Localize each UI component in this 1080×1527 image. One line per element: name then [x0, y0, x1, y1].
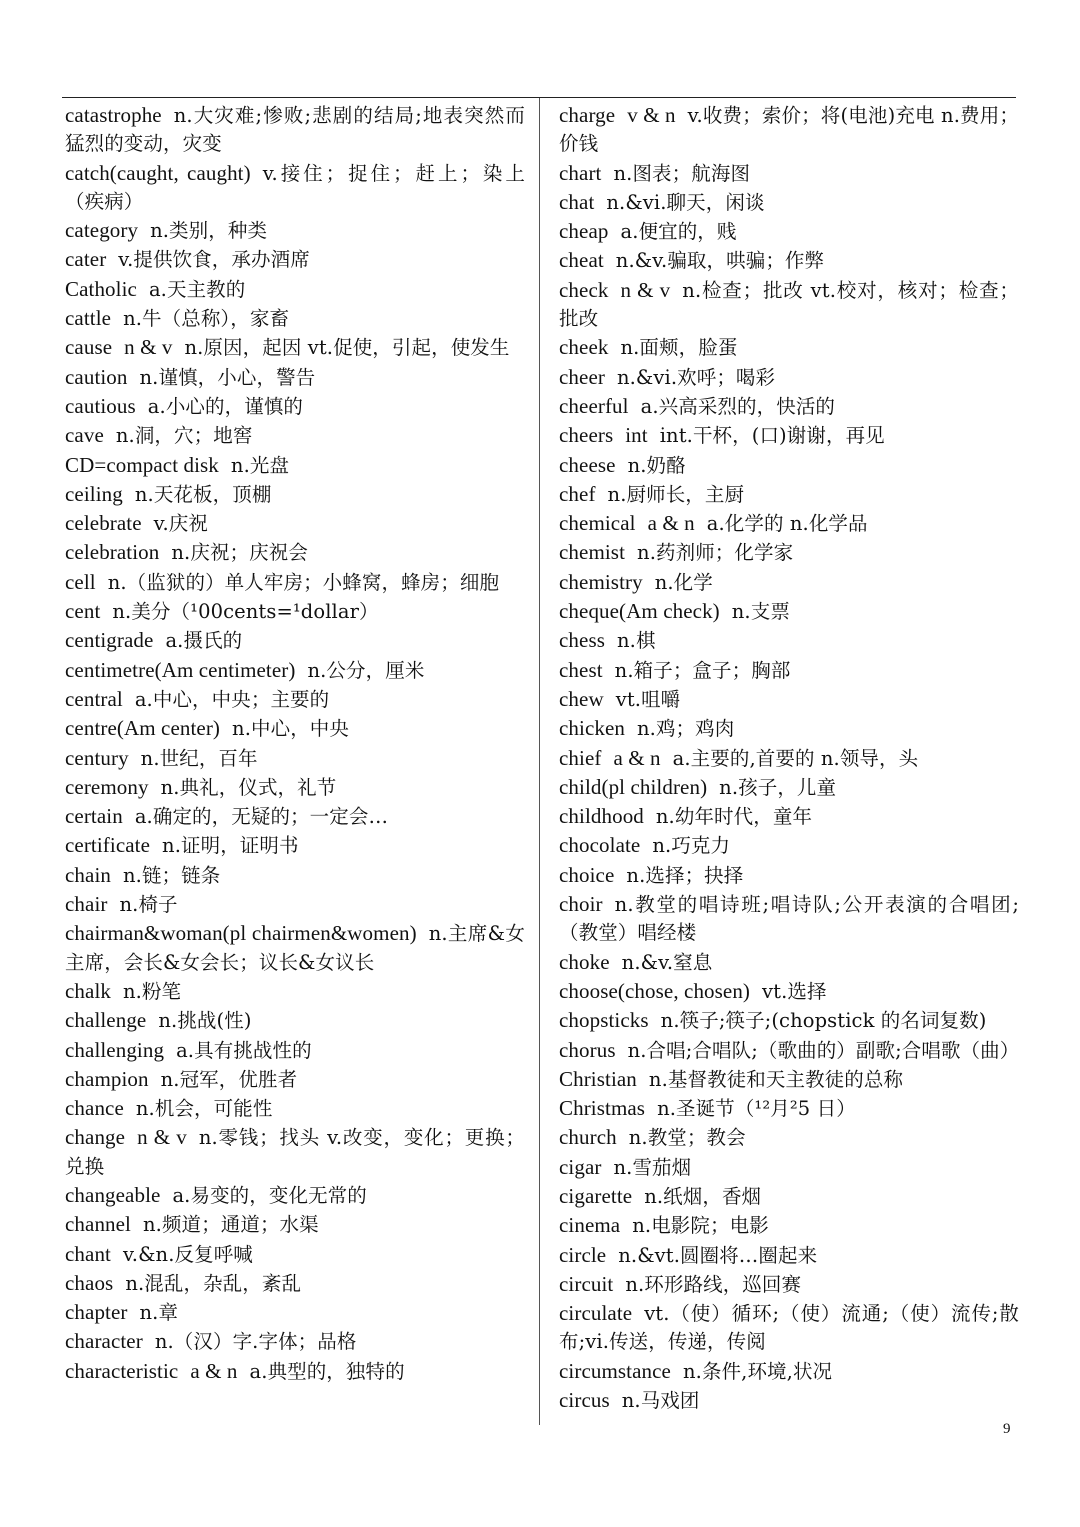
definition: vt.选择	[762, 979, 827, 1003]
dictionary-entry	[559, 977, 1019, 1006]
headword: chance	[65, 1096, 124, 1121]
definition: n.频道；通道；水渠	[143, 1213, 319, 1237]
headword: Christian	[559, 1066, 637, 1091]
definition: n.面颊，脸蛋	[620, 336, 738, 360]
dictionary-entry	[559, 217, 1019, 246]
definition: n.混乱，杂乱，紊乱	[125, 1271, 302, 1295]
headword: choose(chose, chosen)	[559, 978, 751, 1003]
dictionary-entry	[65, 568, 525, 597]
dictionary-entry	[65, 392, 525, 421]
definition: n.合唱;合唱队;（歌曲的）副歌;合唱歌（曲）	[627, 1038, 1020, 1062]
dictionary-entry	[65, 216, 525, 245]
left-column	[65, 101, 525, 1386]
definition: v.提供饮食，承办酒席	[118, 248, 310, 272]
definition: n.美分（¹00cents=¹dollar）	[112, 600, 379, 624]
headword: cater	[65, 247, 107, 272]
part-of-speech: int	[625, 423, 648, 448]
right-column	[559, 101, 1019, 1415]
headword: character	[65, 1329, 143, 1354]
definition: n.奶酪	[627, 453, 686, 477]
headword: check	[559, 277, 609, 302]
dictionary-entry	[559, 890, 1019, 948]
part-of-speech: v & n	[627, 103, 676, 127]
definition: n.鸡；鸡肉	[637, 717, 735, 741]
definition: n.章	[139, 1301, 179, 1325]
dictionary-entry	[65, 333, 525, 362]
headword: cheese	[559, 452, 616, 477]
part-of-speech: a & n	[190, 1358, 238, 1383]
headword: cheap	[559, 219, 609, 244]
headword: characteristic	[65, 1358, 179, 1383]
definition: n.环形路线，巡回赛	[625, 1272, 802, 1296]
definition: n.牛（总称），家畜	[123, 307, 290, 331]
definition: n.粉笔	[122, 979, 182, 1003]
headword: chairman&woman(pl chairmen&women)	[65, 921, 417, 946]
definition: n.机会，可能性	[135, 1097, 273, 1121]
definition: n.（监狱的）单人牢房；小蜂窝，蜂房；细胞	[107, 570, 500, 594]
headword: certificate	[65, 833, 151, 858]
dictionary-entry	[65, 861, 525, 890]
definition: a.兴高采烈的，快活的	[640, 394, 836, 418]
headword: cattle	[65, 306, 112, 331]
definition: n.证明，证明书	[162, 834, 299, 858]
dictionary-entry	[559, 421, 1019, 450]
dictionary-entry	[559, 1153, 1019, 1182]
dictionary-entry	[65, 101, 525, 159]
definition: a.确定的，无疑的；一定会…	[134, 805, 389, 829]
dictionary-entry	[65, 656, 525, 685]
definition: n.光盘	[230, 453, 290, 477]
dictionary-entry	[559, 1241, 1019, 1270]
headword: chew	[559, 686, 604, 711]
dictionary-entry	[65, 421, 525, 450]
dictionary-entry	[65, 919, 525, 977]
headword: changeable	[65, 1182, 161, 1207]
dictionary-entry	[65, 245, 525, 274]
headword: chorus	[559, 1037, 616, 1062]
dictionary-entry	[559, 392, 1019, 421]
definition: v.收费；索价；将(电池)充电 n.费用；价钱	[559, 104, 1019, 156]
headword: chemical	[559, 511, 636, 536]
headword: cigarette	[559, 1183, 633, 1208]
dictionary-entry	[559, 159, 1019, 188]
definition: n.电影院；电影	[632, 1214, 769, 1238]
headword: chopsticks	[559, 1008, 649, 1033]
headword: cheque(Am check)	[559, 599, 720, 624]
definition: n.箱子；盒子；胸部	[614, 658, 791, 682]
dictionary-entry	[65, 1094, 525, 1123]
headword: cheek	[559, 335, 609, 360]
dictionary-entry	[559, 1270, 1019, 1299]
dictionary-entry	[65, 831, 525, 860]
part-of-speech: n & v	[124, 335, 173, 360]
definition: n.巧克力	[652, 834, 731, 858]
dictionary-entry	[559, 1182, 1019, 1211]
definition: a.小心的，谨慎的	[147, 394, 304, 418]
headword: cell	[65, 569, 96, 594]
dictionary-entry	[559, 744, 1019, 773]
headword: CD=compact disk	[65, 452, 219, 477]
dictionary-entry	[65, 363, 525, 392]
headword: chest	[559, 657, 603, 682]
definition: n.纸烟，香烟	[644, 1184, 762, 1208]
definition: n.图表；航海图	[613, 161, 751, 185]
dictionary-entry	[65, 626, 525, 655]
definition: n.谨慎，小心，警告	[139, 365, 316, 389]
definition: n.&v.骗取，哄骗；作弊	[615, 249, 825, 273]
headword: ceremony	[65, 774, 149, 799]
page-number: 9	[1003, 1421, 1011, 1437]
dictionary-entry	[559, 1036, 1019, 1065]
definition: n.典礼，仪式，礼节	[160, 775, 337, 799]
dictionary-entry	[65, 1210, 525, 1239]
dictionary-entry	[65, 802, 525, 831]
dictionary-entry	[559, 1123, 1019, 1152]
headword: cave	[65, 423, 104, 448]
dictionary-entry	[559, 1357, 1019, 1386]
definition: v.接住；捉住；赶上；染上（疾病）	[65, 161, 526, 213]
part-of-speech: a & n	[647, 511, 695, 536]
dictionary-entry	[559, 626, 1019, 655]
dictionary-entry	[559, 538, 1019, 567]
headword: choke	[559, 949, 610, 974]
dictionary-entry	[559, 1094, 1019, 1123]
dictionary-entry	[559, 1299, 1019, 1357]
definition: n.天花板，顶棚	[134, 482, 272, 506]
headword: choice	[559, 862, 615, 887]
definition: n.零钱；找头 v.改变，变化；更换；兑换	[65, 1126, 525, 1178]
dictionary-entry	[559, 363, 1019, 392]
dictionary-entry	[65, 890, 525, 919]
definition: v.庆祝	[153, 512, 208, 536]
headword: chef	[559, 481, 596, 506]
dictionary-entry	[65, 1269, 525, 1298]
headword: circle	[559, 1242, 607, 1267]
definition: n.检查；批改 vt.校对，核对；检查；批改	[559, 278, 1019, 331]
definition: a.主要的,首要的 n.领导，头	[672, 746, 919, 770]
dictionary-entry	[559, 1386, 1019, 1415]
headword: central	[65, 686, 123, 711]
definition: n.&vi.聊天，闲谈	[606, 190, 765, 214]
headword: chaos	[65, 1270, 114, 1295]
definition: a.摄氏的	[165, 629, 243, 653]
dictionary-entry	[65, 685, 525, 714]
dictionary-entry	[559, 802, 1019, 831]
headword: chant	[65, 1241, 111, 1266]
dictionary-entry	[559, 597, 1019, 626]
dictionary-entry	[65, 159, 525, 217]
headword: circulate	[559, 1301, 633, 1326]
headword: chess	[559, 628, 605, 653]
dictionary-entry	[559, 246, 1019, 275]
dictionary-entry	[65, 744, 525, 773]
definition: a.便宜的，贱	[620, 220, 737, 244]
definition: n.庆祝；庆祝会	[171, 541, 308, 565]
dictionary-entry	[65, 1327, 525, 1356]
headword: centre(Am center)	[65, 716, 221, 741]
headword: Christmas	[559, 1096, 646, 1121]
definition: n.筷子;筷子;(chopstick 的名词复数)	[660, 1009, 987, 1033]
dictionary-entry	[65, 714, 525, 743]
dictionary-entry	[65, 977, 525, 1006]
dictionary-entry	[559, 1065, 1019, 1094]
headword: channel	[65, 1212, 131, 1237]
headword: centimetre(Am centimeter)	[65, 657, 296, 682]
definition: n.&vi.欢呼；喝彩	[616, 365, 776, 389]
dictionary-entry	[559, 831, 1019, 860]
dictionary-entry	[65, 1065, 525, 1094]
definition: n.世纪，百年	[140, 746, 258, 770]
definition: n.支票	[731, 600, 790, 624]
headword: cautious	[65, 393, 136, 418]
definition: n.冠军，优胜者	[160, 1067, 298, 1091]
dictionary-entry	[65, 597, 525, 626]
headword: chemist	[559, 540, 626, 565]
headword: cigar	[559, 1154, 602, 1179]
headword: celebrate	[65, 511, 142, 536]
dictionary-entry	[65, 451, 525, 480]
dictionary-entry	[559, 480, 1019, 509]
dictionary-entry	[65, 480, 525, 509]
part-of-speech: n & v	[137, 1125, 187, 1150]
dictionary-entry	[65, 1240, 525, 1269]
definition: n.棋	[617, 629, 656, 653]
headword: cheer	[559, 364, 605, 389]
dictionary-entry	[559, 188, 1019, 217]
definition: n.厨师长，主厨	[607, 482, 745, 506]
dictionary-entry	[65, 1357, 525, 1386]
headword: choir	[559, 892, 603, 917]
dictionary-entry	[65, 275, 525, 304]
dictionary-entry	[65, 1181, 525, 1210]
headword: certain	[65, 804, 123, 829]
definition: n.链；链条	[122, 863, 221, 887]
dictionary-entry	[559, 714, 1019, 743]
part-of-speech: a & n	[613, 745, 661, 770]
dictionary-entry	[559, 451, 1019, 480]
headword: change	[65, 1125, 126, 1150]
column-divider	[539, 98, 540, 1425]
definition: int.干杯，(口)谢谢，再见	[659, 424, 885, 448]
headword: chart	[559, 160, 602, 185]
definition: n.中心，中央	[232, 717, 349, 741]
definition: n.&vt.圆圈将…圈起来	[618, 1243, 818, 1267]
headword: circuit	[559, 1271, 614, 1296]
definition: n.药剂师；化学家	[637, 541, 794, 565]
dictionary-entry	[559, 509, 1019, 538]
dictionary-entry	[65, 773, 525, 802]
part-of-speech: n & v	[620, 277, 671, 302]
headword: chief	[559, 745, 602, 770]
dictionary-entry	[65, 538, 525, 567]
headword: cent	[65, 599, 101, 624]
definition: n.基督教徒和天主教徒的总称	[648, 1067, 904, 1091]
dictionary-entry	[559, 656, 1019, 685]
headword: centigrade	[65, 628, 154, 653]
definition: n.大灾难;惨败;悲剧的结局;地表突然而猛烈的变动，灾变	[65, 104, 525, 156]
headword: circus	[559, 1388, 610, 1413]
definition: n.原因，起因 vt.促使，引起，使发生	[184, 336, 510, 360]
headword: challenging	[65, 1037, 165, 1062]
dictionary-entry	[559, 101, 1019, 159]
dictionary-entry	[559, 276, 1019, 334]
dictionary-entry	[559, 948, 1019, 977]
definition: n.幼年时代，童年	[655, 805, 813, 829]
headword: circumstance	[559, 1358, 671, 1383]
headword: catastrophe	[65, 103, 162, 127]
definition: a.典型的，独特的	[249, 1359, 405, 1383]
headword: challenge	[65, 1008, 147, 1033]
definition: n.&v.窒息	[621, 950, 713, 974]
dictionary-entry	[65, 304, 525, 333]
definition: n.挑战(性)	[158, 1009, 252, 1033]
headword: chocolate	[559, 833, 641, 858]
dictionary-entry	[65, 1298, 525, 1327]
definition: n.教堂的唱诗班;唱诗队;公开表演的合唱团;（教堂）唱经楼	[559, 893, 1019, 945]
headword: cheat	[559, 248, 604, 273]
headword: church	[559, 1125, 617, 1150]
definition: n.条件,环境,状况	[682, 1359, 833, 1383]
headword: cause	[65, 335, 113, 360]
definition: a.具有挑战性的	[176, 1038, 312, 1062]
headword: chemistry	[559, 569, 643, 594]
dictionary-entry	[559, 568, 1019, 597]
dictionary-entry	[559, 685, 1019, 714]
definition: n.马戏团	[621, 1389, 700, 1413]
headword: ceiling	[65, 481, 123, 506]
dictionary-entry	[559, 1211, 1019, 1240]
definition: n.选择；抉择	[626, 863, 744, 887]
headword: category	[65, 218, 139, 243]
definition: a.天主教的	[148, 277, 246, 301]
headword: Catholic	[65, 276, 137, 301]
headword: chain	[65, 862, 111, 887]
definition: a.易变的，变化无常的	[172, 1183, 367, 1207]
definition: n.教堂；教会	[628, 1126, 746, 1150]
definition: n.雪茄烟	[613, 1155, 692, 1179]
headword: century	[65, 745, 129, 770]
definition: n.圣诞节（¹²月²5 日）	[657, 1097, 856, 1121]
definition: n.公分，厘米	[307, 658, 425, 682]
headword: catch(caught, caught)	[65, 160, 251, 185]
definition: n.化学	[654, 570, 713, 594]
dictionary-entry	[559, 773, 1019, 802]
definition: n.主席&女主席，会长&女会长；议长&女议长	[65, 922, 525, 974]
definition: v.&n.反复呼喊	[122, 1242, 253, 1266]
dictionary-entry	[559, 1006, 1019, 1035]
definition: a.化学的 n.化学品	[706, 512, 868, 536]
dictionary-entry	[65, 509, 525, 538]
headword: cinema	[559, 1213, 621, 1238]
headword: chat	[559, 189, 595, 214]
dictionary-entry	[559, 861, 1019, 890]
definition: a.中心，中央；主要的	[134, 687, 330, 711]
dictionary-entry	[65, 1123, 525, 1181]
headword: cheerful	[559, 393, 629, 418]
definition: vt.咀嚼	[615, 687, 681, 711]
definition: n.洞，穴；地窖	[115, 424, 253, 448]
definition: n.椅子	[119, 893, 178, 917]
definition: vt.（使）循环;（使）流通;（使）流传;散布;vi.传送，传递，传阅	[559, 1302, 1019, 1354]
dictionary-entry	[559, 333, 1019, 362]
headword: child(pl children)	[559, 774, 708, 799]
headword: cheers	[559, 423, 614, 448]
headword: childhood	[559, 804, 644, 829]
headword: champion	[65, 1066, 149, 1091]
headword: caution	[65, 364, 128, 389]
headword: charge	[559, 103, 616, 127]
headword: chapter	[65, 1300, 128, 1325]
headword: chalk	[65, 978, 111, 1003]
dictionary-entry	[65, 1036, 525, 1065]
headword: chicken	[559, 716, 625, 741]
dictionary-entry	[65, 1006, 525, 1035]
definition: n.（汉）字.字体；品格	[154, 1330, 357, 1354]
headword: chair	[65, 892, 108, 917]
definition: n.类别，种类	[150, 219, 268, 243]
headword: celebration	[65, 540, 160, 565]
definition: n.孩子，儿童	[719, 775, 837, 799]
